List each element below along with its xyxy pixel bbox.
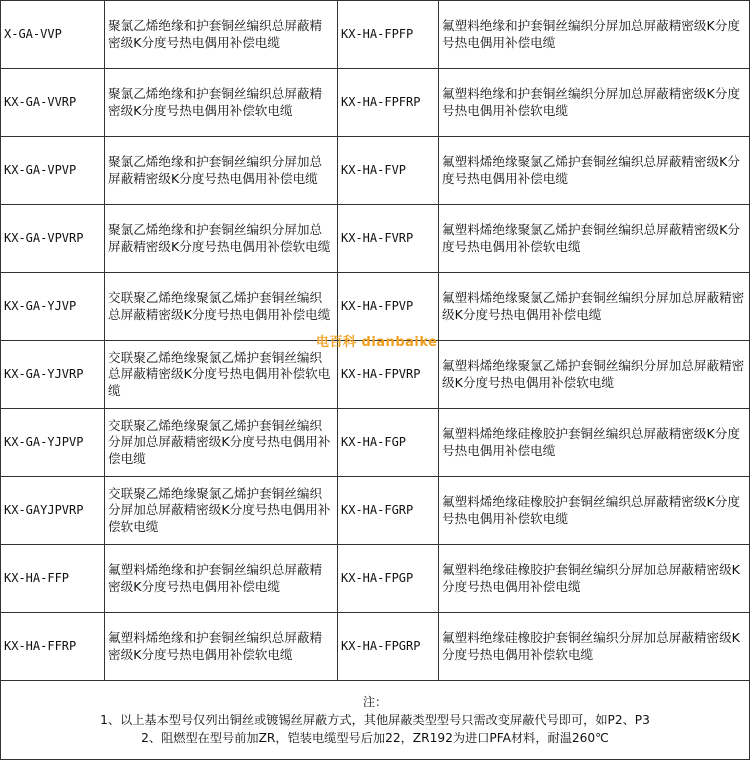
left-description-cell: 交联聚乙烯绝缘聚氯乙烯护套铜丝编织总屏蔽精密级K分度号热电偶用补偿软电缆 [105, 341, 338, 409]
right-model-cell: KX-HA-FPGRP [338, 613, 439, 681]
left-model-cell: KX-GAYJPVRP [1, 477, 105, 545]
left-description-cell: 交联聚乙烯绝缘聚氯乙烯护套铜丝编织分屏加总屏蔽精密级K分度号热电偶用补偿电缆 [105, 409, 338, 477]
right-model-cell: KX-HA-FGRP [338, 477, 439, 545]
right-model-cell: KX-HA-FPFRP [338, 69, 439, 137]
left-description-cell: 氟塑料烯绝缘和护套铜丝编织总屏蔽精密级K分度号热电偶用补偿电缆 [105, 545, 338, 613]
left-model-cell: KX-GA-YJVRP [1, 341, 105, 409]
notes-title: 注： [362, 695, 388, 709]
left-model-cell: KX-GA-YJPVP [1, 409, 105, 477]
table-body [1, 1, 750, 760]
left-description-cell: 聚氯乙烯绝缘和护套铜丝编织分屏加总屏蔽精密级K分度号热电偶用补偿软电缆 [105, 205, 338, 273]
left-model-cell: KX-HA-FFP [1, 545, 105, 613]
table-row [1, 1, 750, 69]
right-description-cell: 氟塑料绝缘和护套铜丝编织分屏加总屏蔽精密级K分度号热电偶用补偿电缆 [439, 1, 750, 69]
left-description-cell: 聚氯乙烯绝缘和护套铜丝编织总屏蔽精密级K分度号热电偶用补偿软电缆 [105, 69, 338, 137]
right-model-cell: KX-HA-FPVRP [338, 341, 439, 409]
notes-cell [1, 681, 750, 760]
table-row [1, 409, 750, 477]
left-description-cell: 聚氯乙烯绝缘和护套铜丝编织分屏加总屏蔽精密级K分度号热电偶用补偿电缆 [105, 137, 338, 205]
right-model-cell: KX-HA-FPGP [338, 545, 439, 613]
right-model-cell: KX-HA-FVRP [338, 205, 439, 273]
table-row [1, 69, 750, 137]
right-model-cell: KX-HA-FPFP [338, 1, 439, 69]
left-model-cell: X-GA-VVP [1, 1, 105, 69]
right-description-cell: 氟塑料绝缘硅橡胶护套铜丝编织分屏加总屏蔽精密级K分度号热电偶用补偿电缆 [439, 545, 750, 613]
right-description-cell: 氟塑料绝缘硅橡胶护套铜丝编织分屏加总屏蔽精密级K分度号热电偶用补偿软电缆 [439, 613, 750, 681]
left-model-cell: KX-HA-FFRP [1, 613, 105, 681]
right-description-cell: 氟塑料烯绝缘聚氯乙烯护套铜丝编织总屏蔽精密级K分度号热电偶用补偿软电缆 [439, 205, 750, 273]
right-description-cell: 氟塑料烯绝缘聚氯乙烯护套铜丝编织分屏加总屏蔽精密级K分度号热电偶用补偿电缆 [439, 273, 750, 341]
left-model-cell: KX-GA-VPVRP [1, 205, 105, 273]
right-description-cell: 氟塑料烯绝缘硅橡胶护套铜丝编织总屏蔽精密级K分度号热电偶用补偿软电缆 [439, 477, 750, 545]
left-description-cell: 氟塑料烯绝缘和护套铜丝编织总屏蔽精密级K分度号热电偶用补偿软电缆 [105, 613, 338, 681]
left-description-cell: 交联聚乙烯绝缘聚氯乙烯护套铜丝编织分屏加总屏蔽精密级K分度号热电偶用补偿软电缆 [105, 477, 338, 545]
table-row [1, 477, 750, 545]
right-model-cell: KX-HA-FGP [338, 409, 439, 477]
right-description-cell: 氟塑料烯绝缘聚氯乙烯护套铜丝编织总屏蔽精密级K分度号热电偶用补偿电缆 [439, 137, 750, 205]
left-model-cell: KX-GA-VPVP [1, 137, 105, 205]
left-model-cell: KX-GA-YJVP [1, 273, 105, 341]
left-description-cell: 聚氯乙烯绝缘和护套铜丝编织总屏蔽精密级K分度号热电偶用补偿电缆 [105, 1, 338, 69]
watermark: 电百科 dianbaike [316, 335, 438, 350]
left-model-cell: KX-GA-VVRP [1, 69, 105, 137]
table-row [1, 341, 750, 409]
table-row [1, 137, 750, 205]
table-row [1, 205, 750, 273]
table-row [1, 545, 750, 613]
right-description-cell: 氟塑料烯绝缘硅橡胶护套铜丝编织总屏蔽精密级K分度号热电偶用补偿电缆 [439, 409, 750, 477]
right-model-cell: KX-HA-FPVP [338, 273, 439, 341]
left-description-cell: 交联聚乙烯绝缘聚氯乙烯护套铜丝编织总屏蔽精密级K分度号热电偶用补偿电缆 [105, 273, 338, 341]
right-model-cell: KX-HA-FVP [338, 137, 439, 205]
note-line-2: 2、阻燃型在型号前加ZR，铠装电缆型号后加22，ZR192为进口PFA材料，耐温260℃ [141, 731, 609, 745]
table-row [1, 613, 750, 681]
right-description-cell: 氟塑料绝缘和护套铜丝编织分屏加总屏蔽精密级K分度号热电偶用补偿软电缆 [439, 69, 750, 137]
right-description-cell: 氟塑料烯绝缘聚氯乙烯护套铜丝编织分屏加总屏蔽精密级K分度号热电偶用补偿软电缆 [439, 341, 750, 409]
note-line-1: 1、以上基本型号仅列出铜丝或镀锡丝屏蔽方式，其他屏蔽类型型号只需改变屏蔽代号即可，如P2、P3 [100, 713, 650, 727]
notes-row [1, 681, 750, 760]
